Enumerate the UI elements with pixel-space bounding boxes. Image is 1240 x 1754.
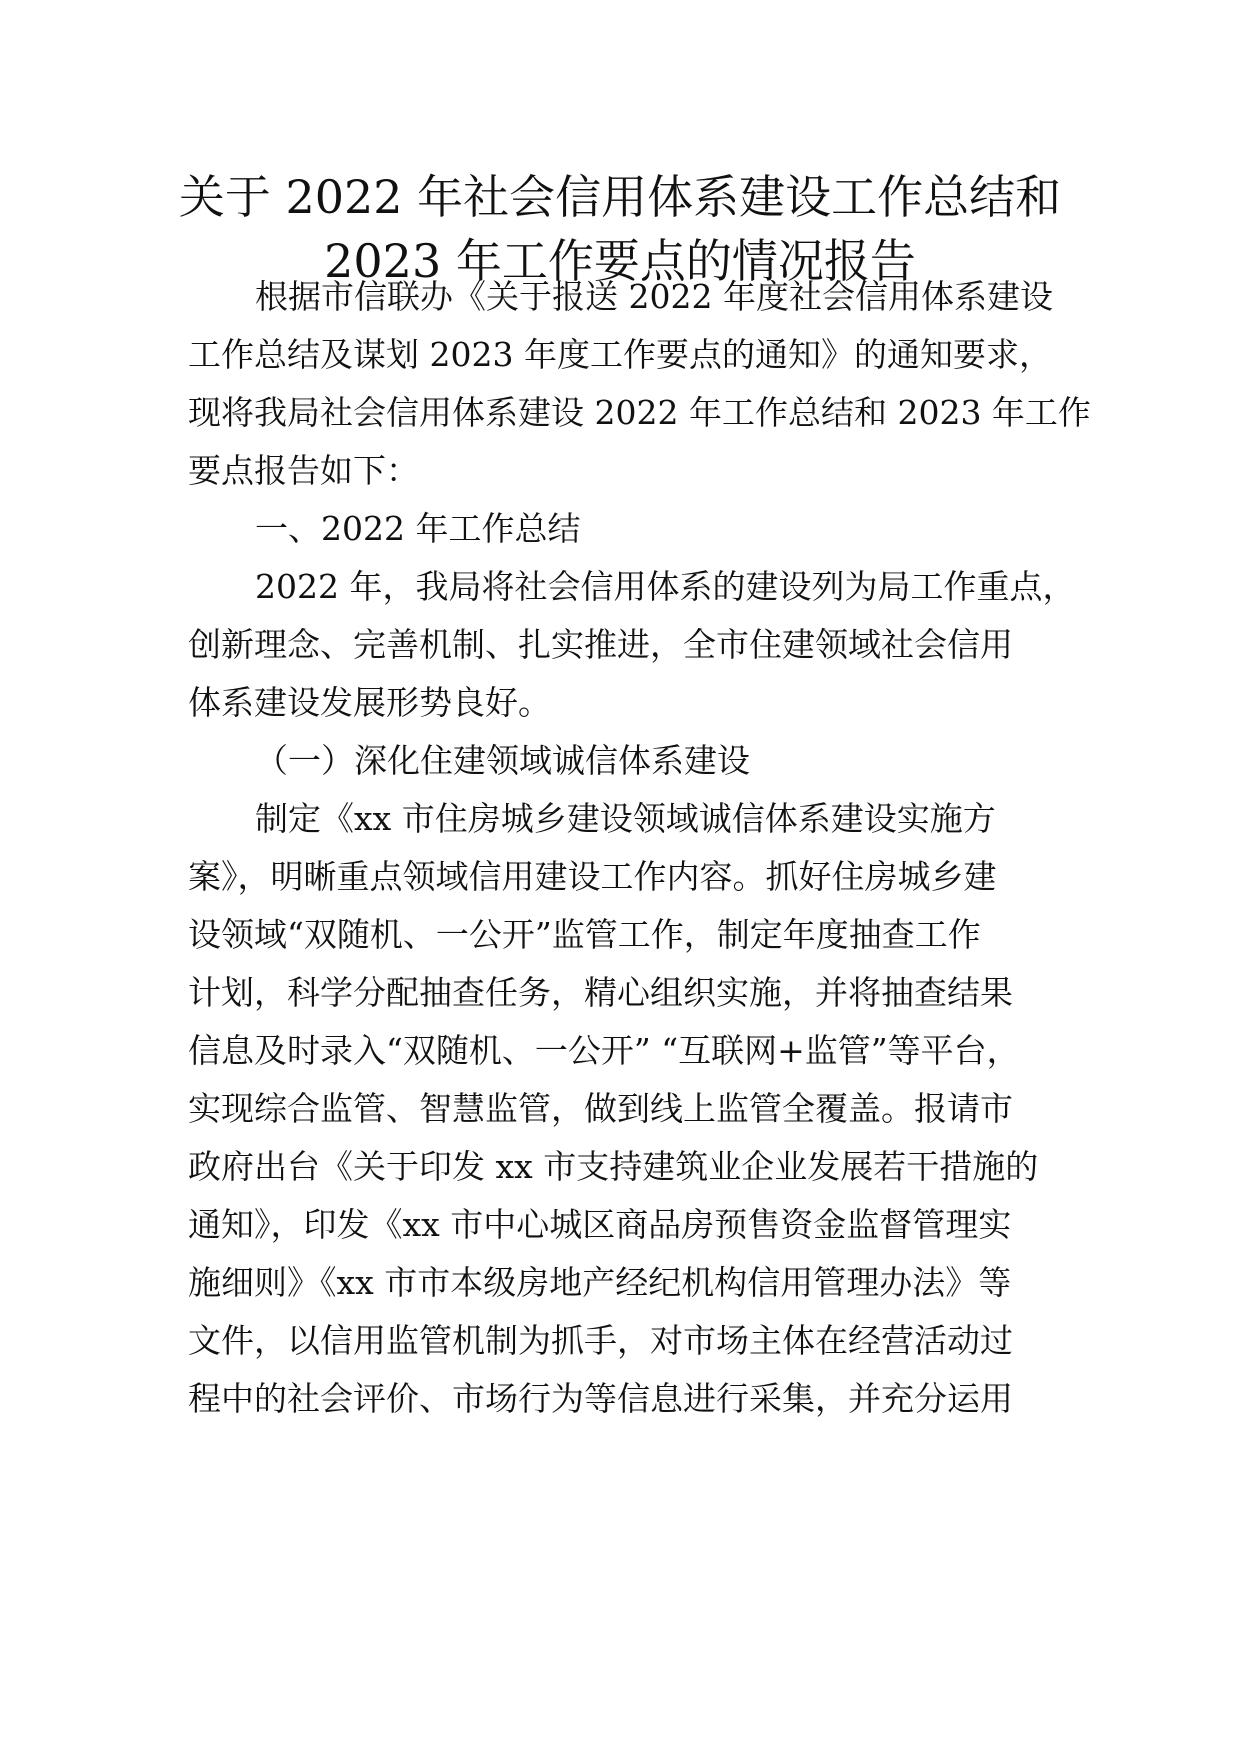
paragraph-line: 实现综合监管、智慧监管，做到线上监管全覆盖。报请市 [188,1089,1013,1128]
paragraph-line: 信息及时录入“双随机、一公开” “互联网+监管”等平台， [188,1031,1020,1070]
paragraph-line: 计划，科学分配抽查任务，精心组织实施，并将抽查结果 [188,973,1013,1012]
paragraph-line: 要点报告如下： [188,451,419,490]
paragraph-line: 根据市信联办《关于报送 2022 年度社会信用体系建设 [255,277,1053,316]
paragraph-line: 案》，明晰重点领域信用建设工作内容。抓好住房城乡建 [188,857,997,896]
paragraph-line: 创新理念、完善机制、扎实推进，全市住建领域社会信用 [188,625,1013,664]
paragraph-line: 程中的社会评价、市场行为等信息进行采集，并充分运用 [188,1379,1013,1418]
paragraph-line: 设领域“双随机、一公开”监管工作，制定年度抽查工作 [188,915,981,954]
paragraph-line: 体系建设发展形势良好。 [188,683,551,722]
paragraph-line: 工作总结及谋划 2023 年度工作要点的通知》的通知要求， [188,335,1052,374]
paragraph-line: 施细则》《xx 市市本级房地产经纪机构信用管理办法》等 [188,1263,1012,1302]
document-title-line-1: 关于 2022 年社会信用体系建设工作总结和 [178,170,1062,224]
paragraph-line: 2022 年，我局将社会信用体系的建设列为局工作重点， [255,567,1076,606]
paragraph-line: 制定《xx 市住房城乡建设领域诚信体系建设实施方 [255,799,996,838]
paragraph-line: 政府出台《关于印发 xx 市支持建筑业企业发展若干措施的 [188,1147,1039,1186]
subsection-heading: （一）深化住建领域诚信体系建设 [255,741,750,780]
paragraph-line: 现将我局社会信用体系建设 2022 年工作总结和 2023 年工作 [188,393,1091,432]
paragraph-line: 文件，以信用监管机制为抓手，对市场主体在经营活动过 [188,1321,1013,1360]
section-heading: 一、2022 年工作总结 [255,509,581,548]
paragraph-line: 通知》，印发《xx 市中心城区商品房预售资金监督管理实 [188,1205,1012,1244]
document-title-line-2: 2023 年工作要点的情况报告 [324,234,916,288]
